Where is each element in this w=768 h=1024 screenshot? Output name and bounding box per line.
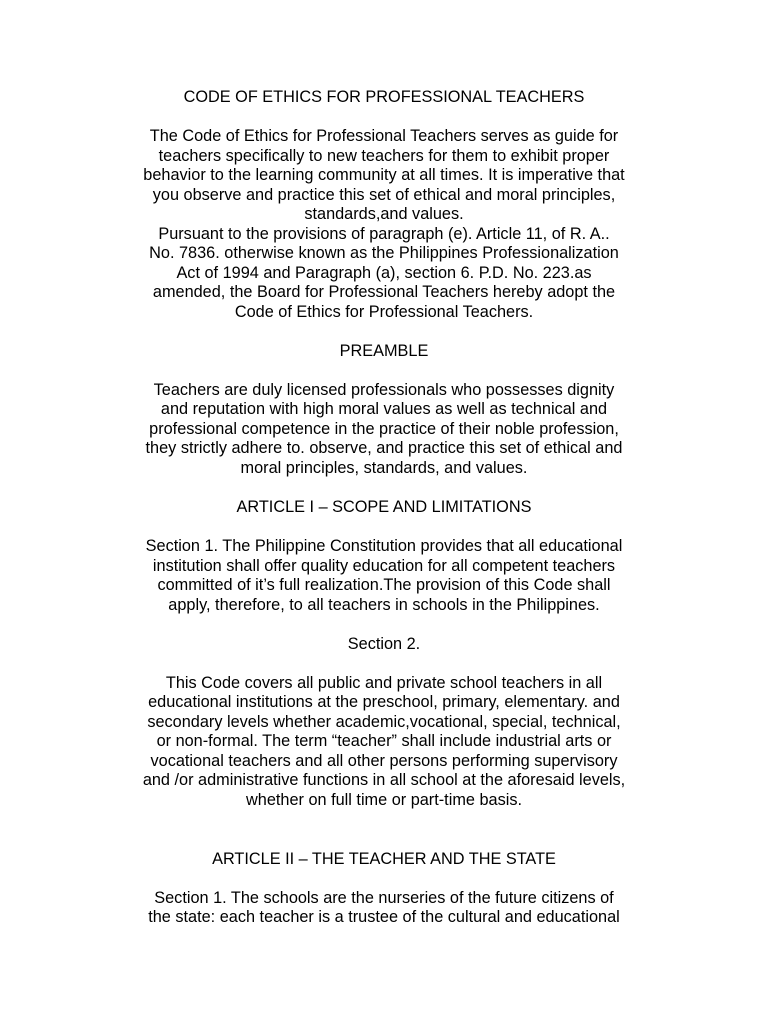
article-1-section-1-line: institution shall offer quality education for all competent teachers — [152, 557, 616, 575]
preamble-line: professional competence in the practice of their noble profession, — [149, 420, 619, 438]
preamble-line: moral principles, standards, and values. — [240, 459, 528, 477]
intro-line: Pursuant to the provisions of paragraph (e). Article 11, of R. A.. — [158, 225, 610, 243]
intro-line: Act of 1994 and Paragraph (a), section 6. P.D. No. 223.as — [176, 264, 592, 282]
article-1-section-2-line: whether on full time or part-time basis. — [246, 791, 522, 809]
article-2-heading: ARTICLE II – THE TEACHER AND THE STATE — [212, 850, 556, 868]
preamble-heading: PREAMBLE — [339, 342, 429, 360]
article-2-section-1-line: Section 1. The schools are the nurseries of the future citizens of — [154, 889, 614, 907]
intro-line: teachers specifically to new teachers for them to exhibit proper — [158, 147, 610, 165]
preamble-line: and reputation with high moral values as well as technical and — [160, 400, 608, 418]
intro-line: you observe and practice this set of ethical and moral principles, — [152, 186, 616, 204]
article-1-heading: ARTICLE I – SCOPE AND LIMITATIONS — [236, 498, 532, 516]
intro-line: standards,and values. — [304, 205, 464, 223]
intro-line: No. 7836. otherwise known as the Philippines Professionalization — [149, 244, 619, 262]
article-1-section-2-line: educational institutions at the preschool, primary, elementary. and — [148, 693, 620, 711]
article-1-section-2-line: vocational teachers and all other persons performing supervisory — [150, 752, 618, 770]
article-1-section-2-heading: Section 2. — [347, 635, 421, 653]
article-1-section-1-line: Section 1. The Philippine Constitution provides that all educational — [145, 537, 623, 555]
document-title: CODE OF ETHICS FOR PROFESSIONAL TEACHERS — [183, 88, 585, 106]
intro-line: The Code of Ethics for Professional Teachers serves as guide for — [149, 127, 619, 145]
intro-line: amended, the Board for Professional Teachers hereby adopt the — [152, 283, 616, 301]
preamble-line: Teachers are duly licensed professionals who possesses dignity — [153, 381, 615, 399]
article-1-section-2-line: This Code covers all public and private school teachers in all — [165, 674, 603, 692]
preamble-line: they strictly adhere to. observe, and practice this set of ethical and — [145, 439, 623, 457]
article-1-section-2-line: and /or administrative functions in all school at the aforesaid levels, — [142, 771, 626, 789]
article-1-section-2-line: secondary levels whether academic,vocational, special, technical, — [147, 713, 621, 731]
article-2-section-1-line: the state: each teacher is a trustee of the cultural and educational — [148, 908, 620, 926]
intro-line: Code of Ethics for Professional Teachers. — [234, 303, 534, 321]
intro-line: behavior to the learning community at all times. It is imperative that — [143, 166, 625, 184]
article-1-section-1-line: committed of it’s full realization.The provision of this Code shall — [157, 576, 611, 594]
article-1-section-1-line: apply, therefore, to all teachers in schools in the Philippines. — [168, 596, 600, 614]
article-1-section-2-line: or non-formal. The term “teacher” shall include industrial arts or — [156, 732, 612, 750]
